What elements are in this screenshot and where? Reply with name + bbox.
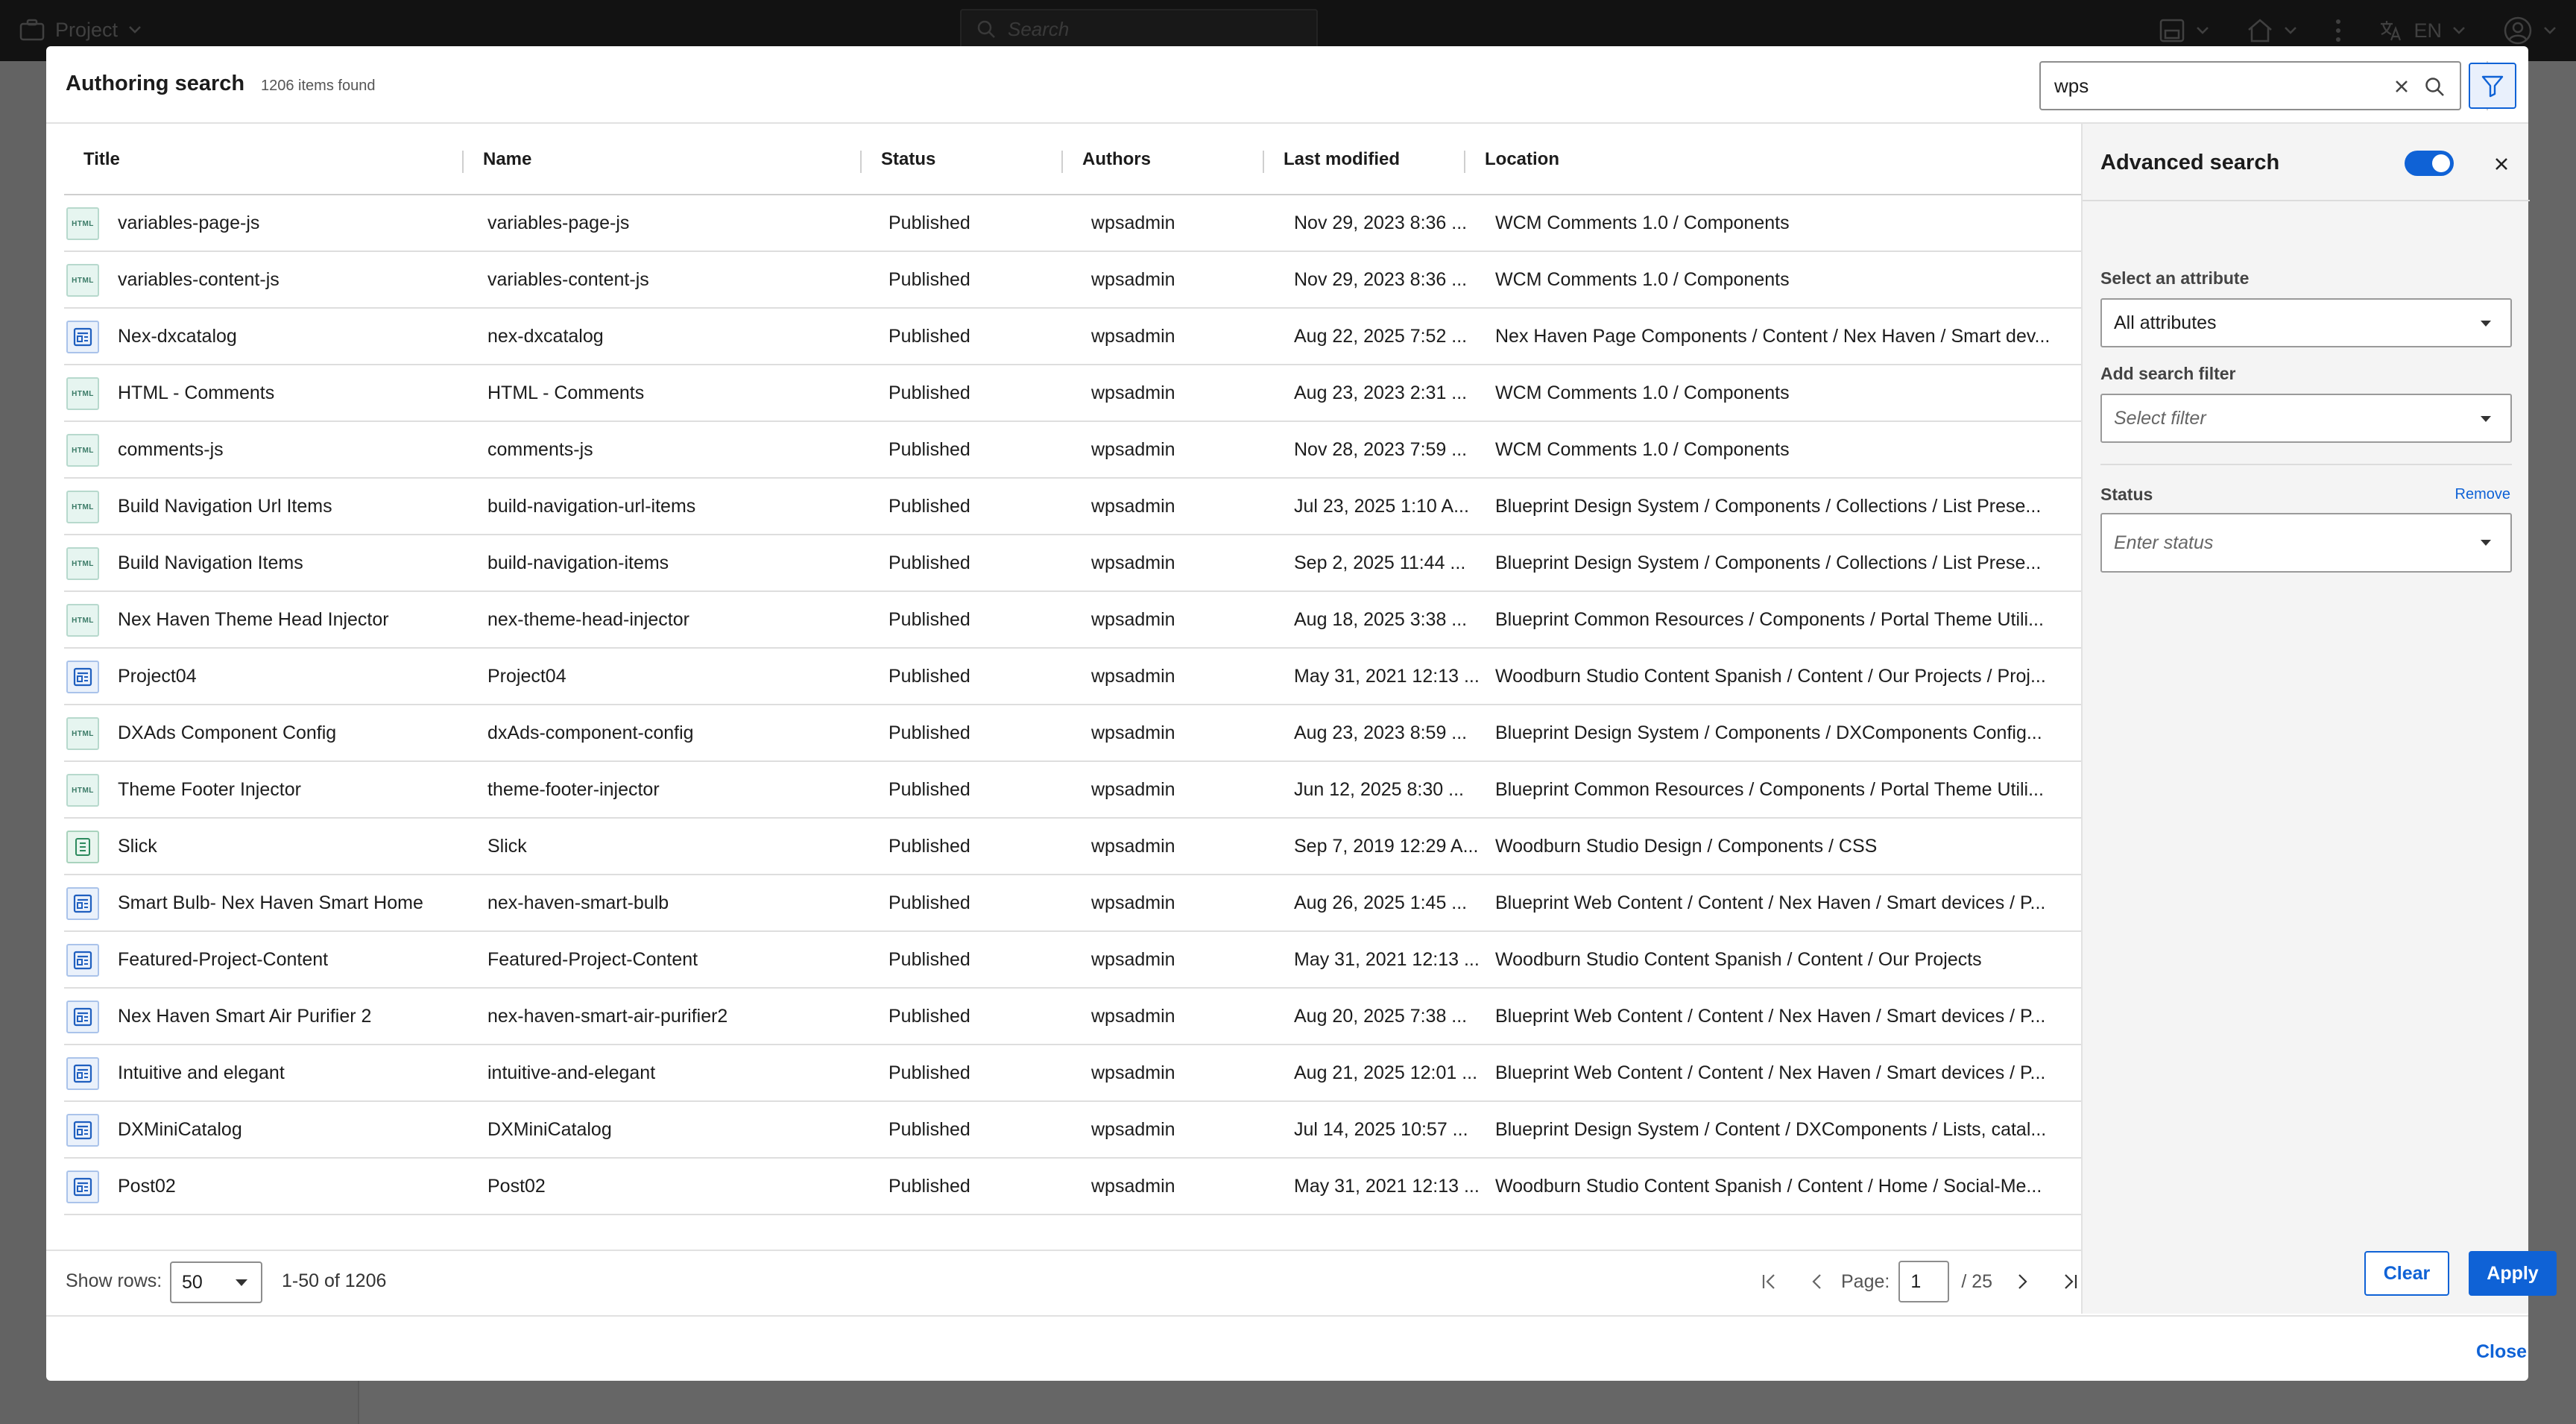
cell-author: wpsadmin xyxy=(1091,552,1175,573)
table-row[interactable] xyxy=(64,365,2108,422)
cell-status: Published xyxy=(888,778,970,800)
page-label: Page: xyxy=(1841,1270,1890,1292)
table-row[interactable] xyxy=(64,649,2108,705)
cell-status: Published xyxy=(888,722,970,743)
cell-title[interactable]: Nex Haven Theme Head Injector xyxy=(118,608,389,630)
close-icon[interactable] xyxy=(2491,154,2512,174)
next-page-icon[interactable] xyxy=(2007,1267,2037,1297)
search-icon[interactable] xyxy=(2422,75,2446,98)
cell-name: Post02 xyxy=(487,1175,546,1197)
table-row[interactable] xyxy=(64,195,2108,252)
column-header-status[interactable]: Status xyxy=(881,149,936,169)
table-row[interactable] xyxy=(64,309,2108,365)
cell-status: Published xyxy=(888,382,970,403)
html-file-icon: HTML xyxy=(66,434,99,467)
cell-author: wpsadmin xyxy=(1091,1005,1175,1027)
cell-last-modified: Aug 26, 2025 1:45 ... xyxy=(1294,892,1468,913)
cell-name: comments-js xyxy=(487,438,593,460)
cell-title[interactable]: Smart Bulb- Nex Haven Smart Home xyxy=(118,892,423,913)
column-header-authors[interactable]: Authors xyxy=(1082,149,1151,169)
content-item-icon xyxy=(66,1057,99,1090)
cell-location: Woodburn Studio Content Spanish / Content / Our Projects / Proj... xyxy=(1495,665,2046,687)
cell-title[interactable]: Nex Haven Smart Air Purifier 2 xyxy=(118,1005,372,1027)
filter-label: Add search filter xyxy=(2100,364,2236,383)
status-placeholder: Enter status xyxy=(2114,532,2214,553)
cell-last-modified: Aug 23, 2023 8:59 ... xyxy=(1294,722,1468,743)
table-row[interactable] xyxy=(64,875,2108,932)
cell-location: WCM Comments 1.0 / Components xyxy=(1495,438,1790,460)
cell-status: Published xyxy=(888,1175,970,1197)
cell-status: Published xyxy=(888,1118,970,1140)
pagination xyxy=(1746,1258,2094,1305)
remove-filter-link[interactable]: Remove xyxy=(2455,486,2510,503)
previous-page-icon[interactable] xyxy=(1802,1267,1832,1297)
cell-last-modified: Jul 23, 2025 1:10 A... xyxy=(1294,495,1469,517)
cell-author: wpsadmin xyxy=(1091,382,1175,403)
caret-down-icon xyxy=(2481,416,2491,422)
cell-author: wpsadmin xyxy=(1091,892,1175,913)
cell-name: Featured-Project-Content xyxy=(487,948,698,970)
attribute-select[interactable] xyxy=(2100,298,2512,347)
cell-title[interactable]: Post02 xyxy=(118,1175,176,1197)
cell-status: Published xyxy=(888,608,970,630)
cell-last-modified: Sep 7, 2019 12:29 A... xyxy=(1294,835,1479,857)
cell-status: Published xyxy=(888,495,970,517)
dialog-header xyxy=(46,46,2528,124)
cell-title[interactable]: Build Navigation Url Items xyxy=(118,495,332,517)
content-item-icon xyxy=(66,944,99,977)
filter-placeholder: Select filter xyxy=(2114,407,2206,429)
cell-author: wpsadmin xyxy=(1091,722,1175,743)
cell-name: DXMiniCatalog xyxy=(487,1118,612,1140)
cell-title[interactable]: HTML - Comments xyxy=(118,382,275,403)
cell-author: wpsadmin xyxy=(1091,948,1175,970)
column-resizer[interactable] xyxy=(1061,151,1063,173)
advanced-search-title: Advanced search xyxy=(2100,151,2280,174)
cell-title[interactable]: Build Navigation Items xyxy=(118,552,303,573)
html-file-icon: HTML xyxy=(66,547,99,580)
cell-last-modified: May 31, 2021 12:13 ... xyxy=(1294,1175,1480,1197)
cell-status: Published xyxy=(888,665,970,687)
html-file-icon: HTML xyxy=(66,604,99,637)
cell-name: Project04 xyxy=(487,665,566,687)
cell-author: wpsadmin xyxy=(1091,608,1175,630)
cell-location: Blueprint Web Content / Content / Nex Haven / Smart devices / P... xyxy=(1495,892,2046,913)
table-row[interactable] xyxy=(64,762,2108,819)
cell-name: HTML - Comments xyxy=(487,382,645,403)
dialog-title: Authoring search xyxy=(66,72,245,95)
cell-author: wpsadmin xyxy=(1091,495,1175,517)
cell-title[interactable]: Theme Footer Injector xyxy=(118,778,301,800)
content-item-icon xyxy=(66,887,99,920)
rows-per-page-label: Show rows: xyxy=(66,1270,162,1291)
cell-title[interactable]: Nex-dxcatalog xyxy=(118,325,237,347)
authoring-search-dialog xyxy=(46,46,2539,1381)
cell-last-modified: Aug 23, 2023 2:31 ... xyxy=(1294,382,1468,403)
clear-button[interactable]: Clear xyxy=(2364,1251,2449,1296)
cell-last-modified: Nov 28, 2023 7:59 ... xyxy=(1294,438,1468,460)
cell-status: Published xyxy=(888,212,970,233)
cell-location: Woodburn Studio Design / Components / CSS xyxy=(1495,835,1878,857)
cell-location: Blueprint Design System / Content / DXComponents / Lists, catal... xyxy=(1495,1118,2047,1140)
cell-location: Blueprint Web Content / Content / Nex Haven / Smart devices / P... xyxy=(1495,1062,2046,1083)
cell-location: Blueprint Common Resources / Components / Portal Theme Utili... xyxy=(1495,778,2044,800)
cell-last-modified: Aug 22, 2025 7:52 ... xyxy=(1294,325,1468,347)
column-resizer[interactable] xyxy=(462,151,464,173)
cell-name: build-navigation-url-items xyxy=(487,495,696,517)
cell-last-modified: Nov 29, 2023 8:36 ... xyxy=(1294,212,1468,233)
html-file-icon: HTML xyxy=(66,264,99,297)
content-item-icon xyxy=(66,661,99,693)
cell-name: dxAds-component-config xyxy=(487,722,694,743)
caret-down-icon xyxy=(2481,540,2491,546)
cell-last-modified: Aug 21, 2025 12:01 ... xyxy=(1294,1062,1478,1083)
cell-title[interactable]: Featured-Project-Content xyxy=(118,948,329,970)
total-pages: / 25 xyxy=(1961,1270,1993,1292)
cell-location: Nex Haven Page Components / Content / Nex Haven / Smart dev... xyxy=(1495,325,2051,347)
html-file-icon: HTML xyxy=(66,377,99,410)
table-row[interactable] xyxy=(64,252,2108,309)
table-row[interactable] xyxy=(64,479,2108,535)
table-row[interactable] xyxy=(64,1045,2108,1102)
cell-author: wpsadmin xyxy=(1091,438,1175,460)
column-header-location[interactable]: Location xyxy=(1485,149,1559,169)
cell-last-modified: Aug 20, 2025 7:38 ... xyxy=(1294,1005,1468,1027)
content-item-icon xyxy=(66,1001,99,1033)
dialog-search-input[interactable] xyxy=(2054,75,2352,98)
table-row[interactable] xyxy=(64,1102,2108,1159)
advanced-filter-button[interactable] xyxy=(2469,63,2516,109)
cell-status: Published xyxy=(888,268,970,290)
cell-status: Published xyxy=(888,835,970,857)
cell-location: Woodburn Studio Content Spanish / Content / Our Projects xyxy=(1495,948,1982,970)
status-select[interactable] xyxy=(2100,513,2512,573)
cell-location: WCM Comments 1.0 / Components xyxy=(1495,268,1790,290)
result-count: 1206 items found xyxy=(261,78,376,94)
column-header-last-modified[interactable]: Last modified xyxy=(1284,149,1401,169)
cell-author: wpsadmin xyxy=(1091,268,1175,290)
cell-name: nex-dxcatalog xyxy=(487,325,604,347)
caret-down-icon xyxy=(2481,321,2491,327)
cell-name: nex-haven-smart-bulb xyxy=(487,892,669,913)
cell-location: WCM Comments 1.0 / Components xyxy=(1495,382,1790,403)
filter-select[interactable] xyxy=(2100,394,2512,443)
table-header xyxy=(64,124,2108,195)
advanced-search-header xyxy=(2083,124,2530,201)
cell-last-modified: Nov 29, 2023 8:36 ... xyxy=(1294,268,1468,290)
cell-location: Blueprint Design System / Components / Collections / List Prese... xyxy=(1495,552,2042,573)
page-number-input[interactable]: 1 xyxy=(1898,1261,1949,1302)
rows-per-page-select[interactable] xyxy=(170,1261,262,1303)
cell-author: wpsadmin xyxy=(1091,665,1175,687)
column-resizer[interactable] xyxy=(1464,151,1465,173)
status-label: Status xyxy=(2100,485,2153,504)
table-row[interactable] xyxy=(64,535,2108,592)
html-file-icon: HTML xyxy=(66,774,99,807)
column-resizer[interactable] xyxy=(1263,151,1264,173)
filter-icon xyxy=(2481,74,2504,98)
table-row[interactable] xyxy=(64,932,2108,989)
cell-author: wpsadmin xyxy=(1091,1062,1175,1083)
attribute-value: All attributes xyxy=(2114,312,2217,333)
cell-location: Blueprint Design System / Components / DXComponents Config... xyxy=(1495,722,2042,743)
html-file-icon: HTML xyxy=(66,717,99,750)
attribute-label: Select an attribute xyxy=(2100,268,2250,288)
cell-author: wpsadmin xyxy=(1091,212,1175,233)
first-page-icon[interactable] xyxy=(1755,1267,1784,1297)
cell-last-modified: Aug 18, 2025 3:38 ... xyxy=(1294,608,1468,630)
cell-last-modified: May 31, 2021 12:13 ... xyxy=(1294,948,1480,970)
table-row[interactable] xyxy=(64,422,2108,479)
table-row[interactable] xyxy=(64,592,2108,649)
cell-location: WCM Comments 1.0 / Components xyxy=(1495,212,1790,233)
column-resizer[interactable] xyxy=(860,151,862,173)
cell-title[interactable]: Intuitive and elegant xyxy=(118,1062,285,1083)
cell-status: Published xyxy=(888,325,970,347)
cell-title[interactable]: variables-content-js xyxy=(118,268,280,290)
cell-title[interactable]: DXMiniCatalog xyxy=(118,1118,242,1140)
cell-author: wpsadmin xyxy=(1091,1175,1175,1197)
cell-author: wpsadmin xyxy=(1091,325,1175,347)
cell-name: build-navigation-items xyxy=(487,552,669,573)
table-row[interactable] xyxy=(64,989,2108,1045)
content-item-icon xyxy=(66,1114,99,1147)
cell-name: variables-page-js xyxy=(487,212,630,233)
content-item-icon xyxy=(66,1171,99,1203)
cell-status: Published xyxy=(888,438,970,460)
panel-divider xyxy=(2100,464,2512,465)
cell-last-modified: Jun 12, 2025 8:30 ... xyxy=(1294,778,1464,800)
cell-last-modified: Jul 14, 2025 10:57 ... xyxy=(1294,1118,1468,1140)
cell-name: nex-theme-head-injector xyxy=(487,608,689,630)
cell-location: Blueprint Web Content / Content / Nex Haven / Smart devices / P... xyxy=(1495,1005,2046,1027)
cell-name: variables-content-js xyxy=(487,268,649,290)
rows-per-page-value: 50 xyxy=(182,1271,203,1293)
cell-name: intuitive-and-elegant xyxy=(487,1062,656,1083)
advanced-search-panel xyxy=(2081,124,2528,1314)
cell-last-modified: May 31, 2021 12:13 ... xyxy=(1294,665,1480,687)
cell-location: Woodburn Studio Content Spanish / Content / Home / Social-Me... xyxy=(1495,1175,2042,1197)
cell-title[interactable]: Slick xyxy=(118,835,157,857)
dialog-search-field[interactable] xyxy=(2039,61,2461,110)
caret-down-icon xyxy=(236,1279,247,1286)
cell-status: Published xyxy=(888,552,970,573)
column-header-name[interactable]: Name xyxy=(483,149,532,169)
cell-name: Slick xyxy=(487,835,527,857)
column-header-title[interactable]: Title xyxy=(83,149,120,169)
dialog-footer-divider xyxy=(46,1315,2528,1317)
range-text: 1-50 of 1206 xyxy=(282,1270,387,1291)
clear-search-icon[interactable] xyxy=(2391,76,2412,97)
cell-title[interactable]: Project04 xyxy=(118,665,197,687)
html-file-icon: HTML xyxy=(66,491,99,523)
cell-location: Blueprint Common Resources / Components / Portal Theme Utili... xyxy=(1495,608,2044,630)
advanced-search-toggle[interactable] xyxy=(2405,151,2454,176)
cell-author: wpsadmin xyxy=(1091,778,1175,800)
close-dialog-button[interactable]: Close xyxy=(2475,1340,2528,1362)
cell-author: wpsadmin xyxy=(1091,835,1175,857)
stylesheet-icon xyxy=(66,831,99,863)
cell-title[interactable]: DXAds Component Config xyxy=(118,722,337,743)
toggle-knob xyxy=(2432,154,2450,172)
table-row[interactable] xyxy=(64,819,2108,875)
table-footer-divider xyxy=(46,1250,2081,1251)
cell-location: Blueprint Design System / Components / Collections / List Prese... xyxy=(1495,495,2042,517)
apply-button[interactable]: Apply xyxy=(2469,1251,2557,1296)
table-row[interactable] xyxy=(64,705,2108,762)
cell-status: Published xyxy=(888,1062,970,1083)
cell-name: nex-haven-smart-air-purifier2 xyxy=(487,1005,728,1027)
cell-author: wpsadmin xyxy=(1091,1118,1175,1140)
cell-last-modified: Sep 2, 2025 11:44 ... xyxy=(1294,552,1466,573)
table-row[interactable] xyxy=(64,1159,2108,1215)
content-item-icon xyxy=(66,321,99,353)
cell-status: Published xyxy=(888,948,970,970)
cell-name: theme-footer-injector xyxy=(487,778,660,800)
cell-status: Published xyxy=(888,892,970,913)
cell-title[interactable]: comments-js xyxy=(118,438,224,460)
cell-status: Published xyxy=(888,1005,970,1027)
html-file-icon: HTML xyxy=(66,207,99,240)
cell-title[interactable]: variables-page-js xyxy=(118,212,260,233)
